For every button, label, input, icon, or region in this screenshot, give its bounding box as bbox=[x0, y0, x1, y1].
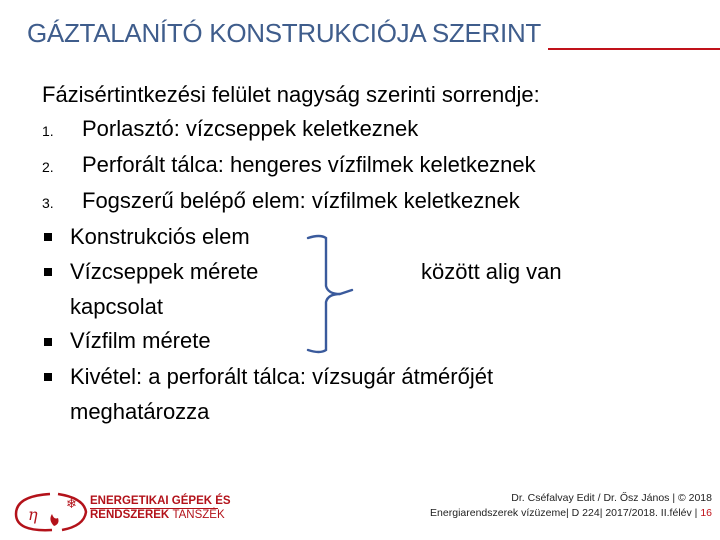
numbered-item bbox=[42, 148, 702, 184]
square-bullet-icon bbox=[42, 256, 70, 290]
square-bullet-icon bbox=[42, 326, 70, 360]
svg-text:η: η bbox=[28, 505, 38, 524]
slide-title: GÁZTALANÍTÓ KONSTRUKCIÓJA SZERINT bbox=[27, 18, 542, 48]
intro-text: Fázisértintkezési felület nagyság szerinti sorrendje: bbox=[42, 82, 540, 107]
bullet-continuation: meghatározza bbox=[70, 398, 210, 424]
logo-line-2b: TANSZÉK bbox=[172, 509, 225, 521]
logo-divider bbox=[90, 508, 218, 509]
item-number: 2. bbox=[42, 159, 54, 175]
numbered-item bbox=[42, 112, 702, 148]
logo-line-2a: RENDSZEREK bbox=[90, 509, 170, 521]
bullet-text: Vízfilm mérete bbox=[70, 328, 211, 354]
logo-line-1: ENERGETIKAI GÉPEK ÉS bbox=[90, 495, 231, 507]
item-number: 1. bbox=[42, 123, 54, 139]
slide-footer bbox=[430, 491, 712, 521]
square-bullet-icon bbox=[42, 361, 70, 395]
item-number: 3. bbox=[42, 195, 54, 211]
item-text: Perforált tálca: hengeres vízfilmek keletkeznek bbox=[82, 152, 536, 177]
between-text: között alig van bbox=[421, 259, 562, 285]
svg-text:❄: ❄ bbox=[66, 497, 77, 512]
footer-course: Energiarendszerek vízüzeme| D 224| 2017/2018. II.félév | bbox=[430, 507, 701, 519]
bullet-text: Konstrukciós elem bbox=[70, 224, 250, 249]
page-number: 16 bbox=[700, 507, 712, 519]
item-text: Fogszerű belépő elem: vízfilmek keletkeznek bbox=[82, 188, 520, 213]
bullet-text: Kivétel: a perforált tálca: vízsugár átmérőjét bbox=[70, 363, 494, 389]
item-text: Porlasztó: vízcseppek keletkeznek bbox=[82, 116, 419, 141]
title-underline bbox=[548, 48, 720, 50]
numbered-item bbox=[42, 184, 702, 220]
brace-icon bbox=[300, 228, 380, 360]
bullet-item bbox=[42, 360, 702, 395]
bullet-continuation: kapcsolat bbox=[70, 294, 163, 320]
footer-course-line bbox=[430, 506, 712, 521]
bullet-text: Vízcseppek mérete bbox=[70, 259, 259, 285]
footer-authors: Dr. Cséfalvay Edit / Dr. Ősz János | © 2018 bbox=[511, 492, 712, 504]
square-bullet-icon bbox=[42, 221, 70, 255]
logo-line-2 bbox=[90, 508, 231, 522]
